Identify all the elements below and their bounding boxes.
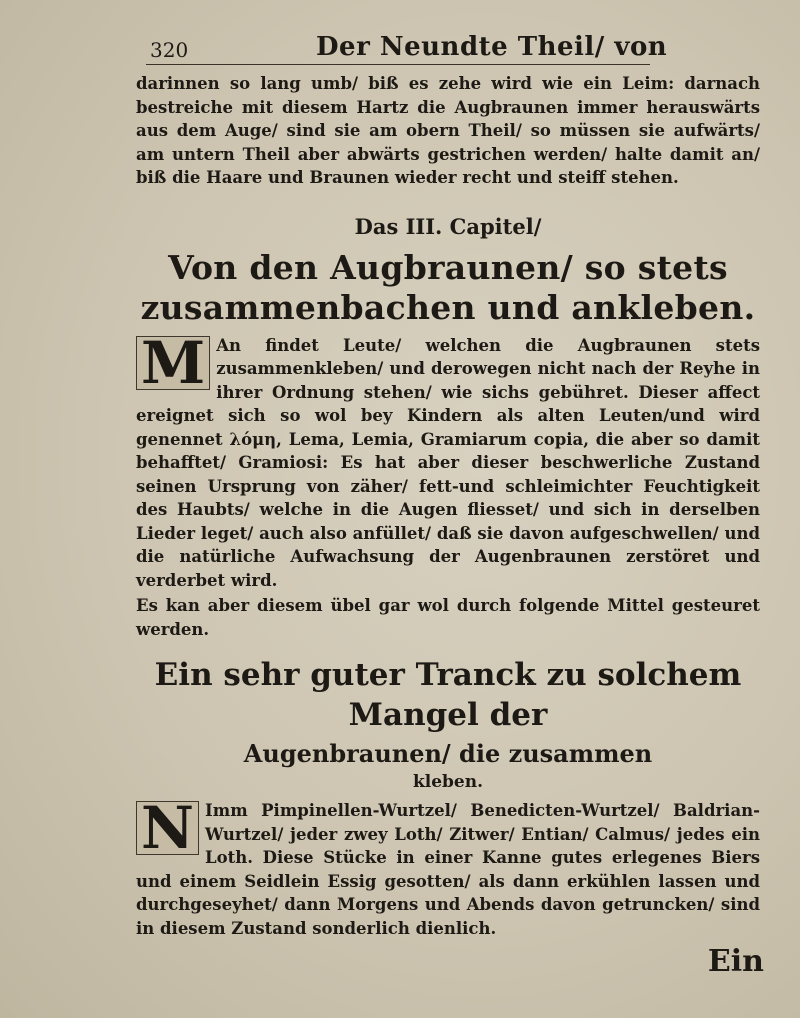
decorated-initial-m: M <box>136 336 210 390</box>
header-rule <box>146 64 650 65</box>
recipe-paragraph-text: Imm Pimpinellen-Wurtzel/ Benedicten-Wurtzel/ Baldrian-Wurtzel/ jeder zwey Loth/ Zitwer/ Entian/ Calmus/ jedes ein Loth. Diese Stücke in einer Kanne gutes erlegenes Biers und einem Seidlein Essig gesotten/ als dann erkühlen lassen und durchgeseyhet/ dann Morgens und Abends davon getruncken/ sind in diesem Zustand sonderlich dienlich. <box>136 801 760 938</box>
recipe-paragraph <box>136 794 760 940</box>
chapter-title: Von den Augbraunen/ so stets zusammenbachen und ankleben. <box>140 247 756 327</box>
cure-paragraph: Es kan aber diesem übel gar wol durch folgende Mittel gesteuret werden. <box>136 596 760 639</box>
recipe-subtitle-2: kleben. <box>412 772 484 792</box>
recipe-title: Ein sehr guter Tranck zu solchem Mangel der <box>154 657 742 733</box>
chapter-paragraph-text: An findet Leute/ welchen die Augbraunen stets zusammenkleben/ und derowegen nicht nach der Reyhe in ihrer Ordnung stehen/ wie sichs gebühret. Dieser affect ereignet sich so wol bey Kindern als alten Leuten/und wird genennet λόμη, Lema, Lemia, Gramiarum copia, die aber so damit behafftet/ Gramiosi: Es hat aber dieser beschwerliche Zustand seinen Ursprung von zäher/ fett-und schleimichter Feuchtigkeit des Haubts/ welche in die Augen fliesset/ und sich in derselben Lieder leget/ auch also anfüllet/ daß sie davon aufgeschwellen/ und die natürliche Aufwachsung der Augenbraunen zerstöret und verderbet wird. <box>136 335 760 590</box>
chapter-paragraph <box>136 328 760 593</box>
page-header <box>136 28 760 66</box>
decorated-initial-n: N <box>136 801 199 855</box>
running-head: Der Neundte Theil/ von <box>316 32 668 62</box>
page-number: 320 <box>150 38 189 62</box>
recipe-subtitle: Augenbraunen/ die zusammen <box>243 739 653 768</box>
chapter-label: Das III. Capitel/ <box>354 213 542 239</box>
intro-paragraph: darinnen so lang umb/ biß es zehe wird wie ein Leim: darnach bestreiche mit diesem Hartz die Augbraunen immer herauswärts aus dem Auge/ sind sie am obern Theil/ so müssen sie aufwärts/ am untern Theil aber abwärts gestrichen werden/ halte damit an/ biß die Haare und Braunen wieder recht und steiff stehen. <box>136 74 760 187</box>
catchword: Ein <box>707 944 764 979</box>
